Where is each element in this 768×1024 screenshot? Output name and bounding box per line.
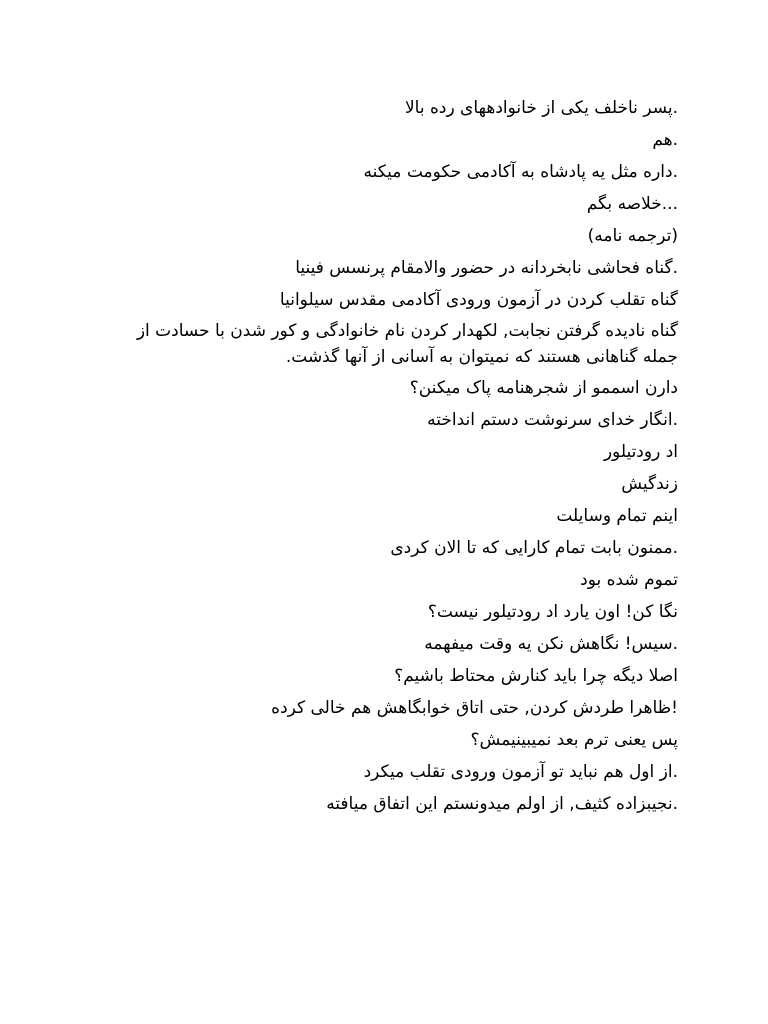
text-line: دارن اسممو از شجرهنامه پاک میکنن؟ xyxy=(409,378,678,398)
text-block xyxy=(100,92,678,820)
text-line: .ممنون بابت تمام کارایی که تا الان کردی xyxy=(390,538,678,558)
text-line: !ظاهرا طردش کردن, حتی اتاق خوابگاهش هم خالی کرده xyxy=(271,698,678,718)
text-line: پس یعنی ترم بعد نمیبینیمش؟ xyxy=(470,730,678,750)
text-line: اینم تمام وسایلت xyxy=(556,506,678,526)
text-line: گناه تقلب کردن در آزمون ورودی آکادمی مقدس سیلوانیا xyxy=(279,290,678,310)
text-line: .داره مثل یه پادشاه به آکادمی حکومت میکنه xyxy=(363,162,678,182)
text-line: .انگار خدای سرنوشت دستم انداخته xyxy=(427,410,678,430)
text-line: اصلا دیگه چرا باید کنارش محتاط باشیم؟ xyxy=(394,666,678,686)
text-line: .نجیبزاده کثیف, از اولم میدونستم این اتفاق میافته xyxy=(326,794,678,814)
text-line: .پسر ناخلف یکی از خانوادههای رده بالا xyxy=(404,98,678,118)
text-line: .هم xyxy=(652,130,678,150)
text-line: اد رودتیلور xyxy=(603,442,678,462)
text-paragraph: گناه نادیده گرفتن نجابت, لکهدار کردن نام خانوادگی و کور شدن با حسادت از جمله گناهانی هستند که نمیتوان به آسانی از آنها گذشت. xyxy=(136,321,678,367)
text-line: (ترجمه نامه) xyxy=(587,226,678,246)
text-line: .از اول هم نباید تو آزمون ورودی تقلب میکرد xyxy=(363,762,678,782)
text-line: ...خلاصه بگم xyxy=(586,194,678,214)
text-line: زندگیش xyxy=(621,474,678,494)
text-line: .گناه فحاشی نابخردانه در حضور والامقام پرنسس فینیا xyxy=(295,258,678,278)
text-line: نگا کن! اون یارد اد رودتیلور نیست؟ xyxy=(427,602,678,622)
text-line: تموم شده بود xyxy=(580,570,678,590)
text-line: .سیس! نگاهش نکن یه وقت میفهمه xyxy=(424,634,678,654)
